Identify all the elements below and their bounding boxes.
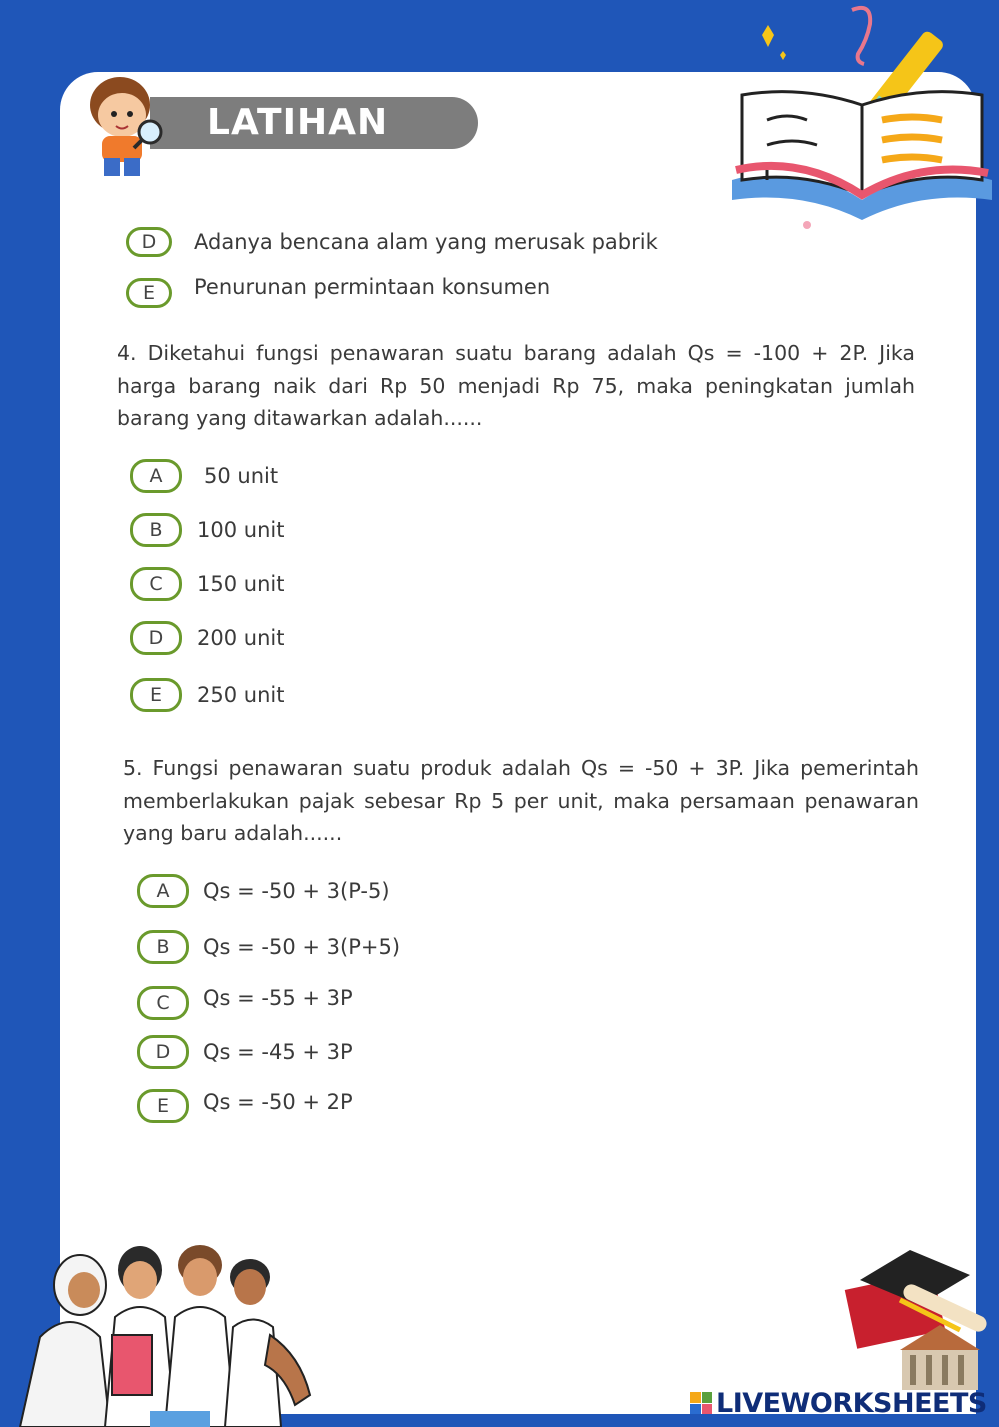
option-text: Qs = -55 + 3P bbox=[203, 986, 353, 1010]
graduation-icon bbox=[840, 1240, 999, 1400]
option-text: Qs = -50 + 2P bbox=[203, 1090, 353, 1114]
q4-option-b[interactable] bbox=[130, 513, 284, 547]
option-letter-badge: B bbox=[137, 930, 189, 964]
q5-option-d[interactable] bbox=[137, 1035, 353, 1069]
option-letter-badge: C bbox=[137, 986, 189, 1020]
q5-option-a[interactable] bbox=[137, 874, 390, 908]
q4-option-c[interactable] bbox=[130, 567, 284, 601]
option-text: Qs = -50 + 3(P+5) bbox=[203, 935, 401, 959]
option-letter-badge: A bbox=[137, 874, 189, 908]
question-5-text: 5. Fungsi penawaran suatu produk adalah Qs = -50 + 3P. Jika pemerintah memberlakukan pajak sebesar Rp 5 per unit, maka persamaan penawaran yang baru adalah...... bbox=[123, 756, 919, 845]
option-letter-badge: D bbox=[130, 621, 182, 655]
brand-grid-icon bbox=[690, 1392, 712, 1414]
liveworksheets-logo bbox=[690, 1386, 987, 1420]
q4-option-a[interactable] bbox=[130, 459, 278, 493]
option-text: Penurunan permintaan konsumen bbox=[194, 275, 551, 299]
option-text: 150 unit bbox=[197, 572, 285, 596]
students-illustration bbox=[0, 1235, 340, 1427]
kid-magnifier-icon bbox=[72, 70, 172, 180]
q4-option-d[interactable] bbox=[130, 621, 284, 655]
option-letter-badge: A bbox=[130, 459, 182, 493]
option-letter-badge: C bbox=[130, 567, 182, 601]
option-letter-badge: E bbox=[126, 278, 172, 308]
open-book-illustration bbox=[722, 0, 992, 230]
q5-option-e[interactable] bbox=[137, 1089, 353, 1123]
option-text: Qs = -45 + 3P bbox=[203, 1040, 353, 1064]
page-title: LATIHAN bbox=[207, 102, 389, 143]
q3-option-e[interactable] bbox=[126, 275, 551, 308]
q4-option-e[interactable] bbox=[130, 678, 284, 712]
option-text: 200 unit bbox=[197, 626, 285, 650]
option-text: Adanya bencana alam yang merusak pabrik bbox=[194, 230, 658, 254]
option-letter-badge: D bbox=[137, 1035, 189, 1069]
q5-option-b[interactable] bbox=[137, 930, 400, 964]
option-letter-badge: E bbox=[137, 1089, 189, 1123]
option-text: 100 unit bbox=[197, 518, 285, 542]
option-text: Qs = -50 + 3(P-5) bbox=[203, 879, 390, 903]
q5-option-c[interactable] bbox=[137, 986, 353, 1020]
option-text: 250 unit bbox=[197, 683, 285, 707]
q3-option-d[interactable] bbox=[126, 227, 658, 257]
worksheet-card bbox=[60, 72, 976, 1414]
option-letter-badge: B bbox=[130, 513, 182, 547]
question-4-text: 4. Diketahui fungsi penawaran suatu barang adalah Qs = -100 + 2P. Jika harga barang naik dari Rp 50 menjadi Rp 75, maka peningkatan jumlah barang yang ditawarkan adalah...... bbox=[117, 341, 915, 430]
option-letter-badge: E bbox=[130, 678, 182, 712]
option-text: 50 unit bbox=[204, 464, 279, 488]
option-letter-badge: D bbox=[126, 227, 172, 257]
brand-text: LIVEWORKSHEETS bbox=[716, 1387, 987, 1419]
